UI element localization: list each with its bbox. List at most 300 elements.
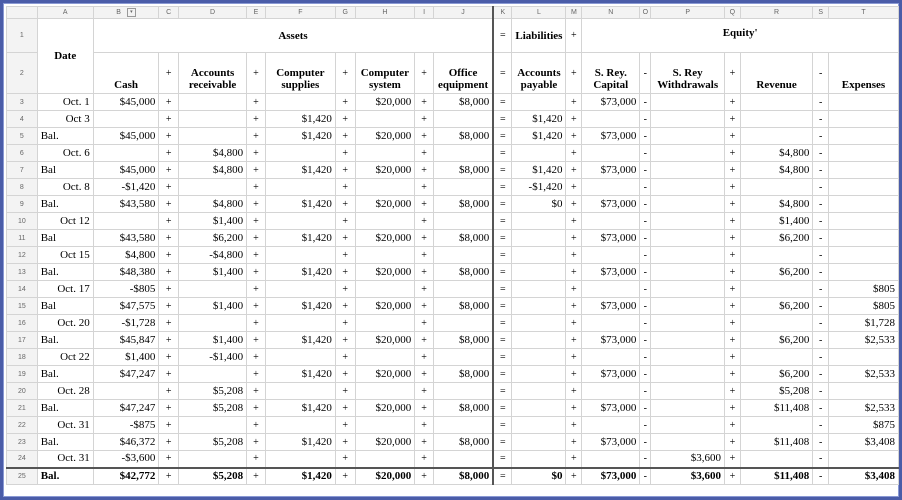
accounts-payable-cell[interactable] xyxy=(512,281,566,298)
expenses-cell[interactable] xyxy=(829,145,899,162)
minus-cell[interactable]: - xyxy=(813,213,829,230)
plus-cell[interactable]: + xyxy=(335,179,355,196)
computer-system-cell[interactable] xyxy=(355,315,415,332)
computer-system-cell[interactable]: $20,000 xyxy=(355,162,415,179)
accounts-receivable-cell[interactable] xyxy=(178,451,246,468)
capital-cell[interactable] xyxy=(582,145,640,162)
withdrawals-cell[interactable] xyxy=(651,349,725,366)
plus-cell[interactable]: + xyxy=(159,162,179,179)
equals-cell[interactable]: = xyxy=(493,247,512,264)
minus-cell[interactable]: - xyxy=(640,298,651,315)
computer-system-cell[interactable]: $20,000 xyxy=(355,94,415,111)
minus-cell[interactable]: - xyxy=(813,247,829,264)
revenue-cell[interactable] xyxy=(740,94,813,111)
office-equipment-cell[interactable]: $8,000 xyxy=(433,366,493,383)
plus-cell[interactable]: + xyxy=(724,162,740,179)
plus-cell[interactable]: + xyxy=(566,434,582,451)
office-equipment-cell[interactable]: $8,000 xyxy=(433,468,493,485)
minus-cell[interactable]: - xyxy=(813,196,829,213)
office-equipment-cell[interactable]: $8,000 xyxy=(433,264,493,281)
minus-cell[interactable]: - xyxy=(813,281,829,298)
minus-cell[interactable]: - xyxy=(640,332,651,349)
accounts-receivable-cell[interactable] xyxy=(178,417,246,434)
row-number[interactable]: 1 xyxy=(7,19,38,53)
accounts-payable-cell[interactable] xyxy=(512,264,566,281)
computer-system-cell[interactable] xyxy=(355,417,415,434)
plus-cell[interactable]: + xyxy=(724,213,740,230)
cash-cell[interactable]: $45,000 xyxy=(93,94,159,111)
equals-cell[interactable]: = xyxy=(493,400,512,417)
plus-cell[interactable]: + xyxy=(724,264,740,281)
plus-cell[interactable]: + xyxy=(415,383,434,400)
plus-cell[interactable]: + xyxy=(415,128,434,145)
column-header-t[interactable]: T xyxy=(829,7,899,19)
plus-cell[interactable]: + xyxy=(159,298,179,315)
withdrawals-cell[interactable] xyxy=(651,281,725,298)
plus-cell[interactable]: + xyxy=(335,281,355,298)
plus-cell[interactable]: + xyxy=(566,332,582,349)
withdrawals-cell[interactable]: $3,600 xyxy=(651,468,725,485)
plus-cell[interactable]: + xyxy=(566,213,582,230)
capital-cell[interactable] xyxy=(582,383,640,400)
column-header-a[interactable]: A xyxy=(37,7,93,19)
equals-cell[interactable]: = xyxy=(493,349,512,366)
plus-cell[interactable]: + xyxy=(566,128,582,145)
plus-cell[interactable]: + xyxy=(335,332,355,349)
equals-cell[interactable]: = xyxy=(493,468,512,485)
office-equipment-cell[interactable] xyxy=(433,281,493,298)
plus-cell[interactable]: + xyxy=(247,417,266,434)
plus-cell[interactable]: + xyxy=(247,383,266,400)
computer-supplies-cell[interactable]: $1,420 xyxy=(265,468,335,485)
accounts-receivable-cell[interactable]: $1,400 xyxy=(178,332,246,349)
accounts-receivable-cell[interactable] xyxy=(178,128,246,145)
plus-cell[interactable]: + xyxy=(415,298,434,315)
expenses-cell[interactable] xyxy=(829,179,899,196)
plus-cell[interactable]: + xyxy=(335,468,355,485)
minus-cell[interactable]: - xyxy=(640,315,651,332)
column-header-f[interactable]: F xyxy=(265,7,335,19)
row-number[interactable]: 18 xyxy=(7,349,38,366)
date-cell[interactable]: Bal. xyxy=(37,468,93,485)
plus-cell[interactable]: + xyxy=(566,196,582,213)
cash-cell[interactable]: $45,000 xyxy=(93,162,159,179)
accounts-payable-cell[interactable] xyxy=(512,298,566,315)
accounts-receivable-cell[interactable]: $5,208 xyxy=(178,434,246,451)
computer-system-cell[interactable]: $20,000 xyxy=(355,264,415,281)
column-header-l[interactable]: L xyxy=(512,7,566,19)
minus-cell[interactable]: - xyxy=(640,111,651,128)
revenue-cell[interactable] xyxy=(740,111,813,128)
office-equipment-cell[interactable]: $8,000 xyxy=(433,434,493,451)
cash-cell[interactable] xyxy=(93,145,159,162)
accounts-receivable-cell[interactable] xyxy=(178,111,246,128)
capital-cell[interactable] xyxy=(582,451,640,468)
plus-cell[interactable]: + xyxy=(247,213,266,230)
plus-cell[interactable]: + xyxy=(724,247,740,264)
plus-cell[interactable]: + xyxy=(724,332,740,349)
plus-cell[interactable]: + xyxy=(415,111,434,128)
computer-supplies-cell[interactable]: $1,420 xyxy=(265,230,335,247)
capital-cell[interactable] xyxy=(582,315,640,332)
plus-cell[interactable]: + xyxy=(566,247,582,264)
revenue-cell[interactable]: $6,200 xyxy=(740,366,813,383)
minus-cell[interactable]: - xyxy=(640,162,651,179)
expenses-cell[interactable] xyxy=(829,383,899,400)
revenue-cell[interactable]: $1,400 xyxy=(740,213,813,230)
capital-cell[interactable] xyxy=(582,349,640,366)
office-equipment-cell[interactable]: $8,000 xyxy=(433,400,493,417)
computer-supplies-cell[interactable] xyxy=(265,451,335,468)
column-header-q[interactable]: Q xyxy=(724,7,740,19)
row-number[interactable]: 16 xyxy=(7,315,38,332)
date-cell[interactable]: Oct 3 xyxy=(37,111,93,128)
column-header-k[interactable]: K xyxy=(493,7,512,19)
withdrawals-cell[interactable] xyxy=(651,162,725,179)
computer-system-cell[interactable] xyxy=(355,247,415,264)
plus-header-cell[interactable]: + xyxy=(566,19,582,53)
accounts-receivable-cell[interactable] xyxy=(178,94,246,111)
accounts-payable-cell[interactable]: $1,420 xyxy=(512,128,566,145)
plus-cell[interactable]: + xyxy=(247,94,266,111)
column-header-c[interactable]: C xyxy=(159,7,179,19)
expenses-cell[interactable]: $805 xyxy=(829,281,899,298)
minus-cell[interactable]: - xyxy=(640,451,651,468)
expenses-cell[interactable] xyxy=(829,94,899,111)
equals-header-cell[interactable]: = xyxy=(493,19,512,53)
computer-system-cell[interactable] xyxy=(355,213,415,230)
row-number[interactable]: 19 xyxy=(7,366,38,383)
expenses-cell[interactable] xyxy=(829,213,899,230)
minus-cell[interactable]: - xyxy=(640,230,651,247)
expenses-cell[interactable] xyxy=(829,196,899,213)
office-equipment-cell[interactable]: $8,000 xyxy=(433,94,493,111)
computer-supplies-cell[interactable] xyxy=(265,179,335,196)
accounts-receivable-cell[interactable] xyxy=(178,366,246,383)
column-header-r[interactable]: R xyxy=(740,7,813,19)
plus-cell[interactable]: + xyxy=(724,298,740,315)
equals-cell[interactable]: = xyxy=(493,315,512,332)
plus-cell[interactable]: + xyxy=(415,349,434,366)
equals-cell[interactable]: = xyxy=(493,230,512,247)
office-equipment-cell[interactable] xyxy=(433,349,493,366)
computer-supplies-cell[interactable] xyxy=(265,417,335,434)
plus-cell[interactable]: + xyxy=(247,468,266,485)
minus-cell[interactable]: - xyxy=(640,94,651,111)
accounts-receivable-cell[interactable]: $5,208 xyxy=(178,468,246,485)
computer-system-cell[interactable] xyxy=(355,145,415,162)
computer-supplies-cell[interactable] xyxy=(265,213,335,230)
computer-system-cell[interactable]: $20,000 xyxy=(355,230,415,247)
computer-system-cell[interactable]: $20,000 xyxy=(355,128,415,145)
plus-cell[interactable]: + xyxy=(415,264,434,281)
accounts-receivable-cell[interactable]: $5,208 xyxy=(178,400,246,417)
computer-system-cell[interactable]: $20,000 xyxy=(355,196,415,213)
plus-cell[interactable]: + xyxy=(159,53,179,94)
office-equipment-cell[interactable] xyxy=(433,213,493,230)
capital-cell[interactable]: $73,000 xyxy=(582,196,640,213)
revenue-cell[interactable]: $11,408 xyxy=(740,434,813,451)
minus-cell[interactable]: - xyxy=(640,196,651,213)
plus-cell[interactable]: + xyxy=(566,451,582,468)
capital-cell[interactable]: $73,000 xyxy=(582,400,640,417)
minus-cell[interactable]: - xyxy=(813,53,829,94)
plus-cell[interactable]: + xyxy=(415,162,434,179)
minus-cell[interactable]: - xyxy=(640,468,651,485)
expenses-cell[interactable]: $3,408 xyxy=(829,434,899,451)
withdrawals-cell[interactable]: $3,600 xyxy=(651,451,725,468)
accounts-payable-cell[interactable] xyxy=(512,383,566,400)
expenses-cell[interactable]: $805 xyxy=(829,298,899,315)
expenses-cell[interactable] xyxy=(829,111,899,128)
computer-supplies-cell[interactable]: $1,420 xyxy=(265,298,335,315)
accounts-receivable-cell[interactable]: $4,800 xyxy=(178,145,246,162)
cash-cell[interactable]: -$1,420 xyxy=(93,179,159,196)
date-cell[interactable]: Oct. 28 xyxy=(37,383,93,400)
revenue-header[interactable]: Revenue xyxy=(740,53,813,94)
plus-cell[interactable]: + xyxy=(566,417,582,434)
accounts-payable-cell[interactable] xyxy=(512,94,566,111)
expenses-cell[interactable] xyxy=(829,230,899,247)
capital-cell[interactable] xyxy=(582,111,640,128)
expenses-cell[interactable]: $875 xyxy=(829,417,899,434)
expenses-header[interactable]: Expenses xyxy=(829,53,899,94)
date-cell[interactable]: Oct 12 xyxy=(37,213,93,230)
capital-cell[interactable]: $73,000 xyxy=(582,332,640,349)
office-equipment-cell[interactable]: $8,000 xyxy=(433,128,493,145)
plus-cell[interactable]: + xyxy=(566,298,582,315)
cash-cell[interactable]: $1,400 xyxy=(93,349,159,366)
plus-cell[interactable]: + xyxy=(566,281,582,298)
accounts-receivable-cell[interactable]: -$4,800 xyxy=(178,247,246,264)
plus-cell[interactable]: + xyxy=(415,451,434,468)
computer-supplies-cell[interactable]: $1,420 xyxy=(265,128,335,145)
plus-cell[interactable]: + xyxy=(335,383,355,400)
equals-cell[interactable]: = xyxy=(493,451,512,468)
cash-cell[interactable]: $45,847 xyxy=(93,332,159,349)
plus-cell[interactable]: + xyxy=(247,298,266,315)
plus-cell[interactable]: + xyxy=(247,366,266,383)
revenue-cell[interactable]: $6,200 xyxy=(740,264,813,281)
withdrawals-cell[interactable] xyxy=(651,298,725,315)
computer-supplies-cell[interactable]: $1,420 xyxy=(265,162,335,179)
date-cell[interactable]: Oct. 20 xyxy=(37,315,93,332)
plus-cell[interactable]: + xyxy=(415,94,434,111)
computer-system-cell[interactable] xyxy=(355,451,415,468)
equals-cell[interactable]: = xyxy=(493,417,512,434)
computer-system-cell[interactable] xyxy=(355,179,415,196)
row-number[interactable]: 21 xyxy=(7,400,38,417)
equals-cell[interactable]: = xyxy=(493,281,512,298)
minus-cell[interactable]: - xyxy=(640,400,651,417)
minus-cell[interactable]: - xyxy=(813,434,829,451)
minus-cell[interactable]: - xyxy=(640,128,651,145)
equals-cell[interactable]: = xyxy=(493,162,512,179)
minus-cell[interactable]: - xyxy=(813,349,829,366)
plus-cell[interactable]: + xyxy=(566,264,582,281)
capital-cell[interactable]: $73,000 xyxy=(582,230,640,247)
revenue-cell[interactable]: $6,200 xyxy=(740,230,813,247)
plus-cell[interactable]: + xyxy=(415,179,434,196)
equals-cell[interactable]: = xyxy=(493,53,512,94)
withdrawals-cell[interactable] xyxy=(651,128,725,145)
accounts-receivable-cell[interactable] xyxy=(178,315,246,332)
date-cell[interactable]: Oct. 1 xyxy=(37,94,93,111)
expenses-cell[interactable] xyxy=(829,264,899,281)
date-cell[interactable]: Oct. 17 xyxy=(37,281,93,298)
row-number[interactable]: 9 xyxy=(7,196,38,213)
plus-cell[interactable]: + xyxy=(566,145,582,162)
date-cell[interactable]: Oct. 31 xyxy=(37,451,93,468)
plus-cell[interactable]: + xyxy=(566,94,582,111)
select-all-corner[interactable] xyxy=(7,7,38,19)
withdrawals-cell[interactable] xyxy=(651,332,725,349)
plus-cell[interactable]: + xyxy=(724,111,740,128)
expenses-cell[interactable]: $3,408 xyxy=(829,468,899,485)
office-equipment-cell[interactable] xyxy=(433,383,493,400)
plus-cell[interactable]: + xyxy=(247,53,266,94)
plus-cell[interactable]: + xyxy=(159,400,179,417)
equals-cell[interactable]: = xyxy=(493,264,512,281)
date-cell[interactable]: Bal. xyxy=(37,332,93,349)
plus-cell[interactable]: + xyxy=(335,451,355,468)
liabilities-header[interactable]: Liabilities xyxy=(512,19,566,53)
plus-cell[interactable]: + xyxy=(566,400,582,417)
plus-cell[interactable]: + xyxy=(335,417,355,434)
plus-cell[interactable]: + xyxy=(159,468,179,485)
cash-cell[interactable]: -$1,728 xyxy=(93,315,159,332)
accounts-payable-cell[interactable] xyxy=(512,451,566,468)
minus-cell[interactable]: - xyxy=(813,179,829,196)
row-number[interactable]: 17 xyxy=(7,332,38,349)
plus-cell[interactable]: + xyxy=(335,111,355,128)
accounts-receivable-cell[interactable]: $4,800 xyxy=(178,196,246,213)
revenue-cell[interactable]: $6,200 xyxy=(740,298,813,315)
accounts-payable-cell[interactable] xyxy=(512,332,566,349)
accounts-receivable-cell[interactable]: $5,208 xyxy=(178,383,246,400)
office-equipment-cell[interactable] xyxy=(433,145,493,162)
equals-cell[interactable]: = xyxy=(493,179,512,196)
row-number[interactable]: 22 xyxy=(7,417,38,434)
equals-cell[interactable]: = xyxy=(493,145,512,162)
date-header[interactable]: Date xyxy=(37,19,93,94)
computer-system-cell[interactable] xyxy=(355,111,415,128)
minus-cell[interactable]: - xyxy=(813,162,829,179)
expenses-cell[interactable] xyxy=(829,451,899,468)
withdrawals-cell[interactable] xyxy=(651,94,725,111)
revenue-cell[interactable]: $11,408 xyxy=(740,400,813,417)
plus-cell[interactable]: + xyxy=(159,111,179,128)
plus-cell[interactable]: + xyxy=(159,196,179,213)
withdrawals-cell[interactable] xyxy=(651,230,725,247)
accounts-payable-cell[interactable]: $1,420 xyxy=(512,162,566,179)
plus-cell[interactable]: + xyxy=(247,145,266,162)
row-number[interactable]: 25 xyxy=(7,468,38,485)
withdrawals-cell[interactable] xyxy=(651,383,725,400)
computer-supplies-cell[interactable] xyxy=(265,315,335,332)
plus-cell[interactable]: + xyxy=(335,128,355,145)
row-number[interactable]: 14 xyxy=(7,281,38,298)
date-cell[interactable]: Bal. xyxy=(37,434,93,451)
row-number[interactable]: 2 xyxy=(7,53,38,94)
minus-cell[interactable]: - xyxy=(640,417,651,434)
plus-cell[interactable]: + xyxy=(724,94,740,111)
office-equipment-cell[interactable]: $8,000 xyxy=(433,196,493,213)
plus-cell[interactable]: + xyxy=(159,417,179,434)
plus-cell[interactable]: + xyxy=(415,53,434,94)
row-number[interactable]: 12 xyxy=(7,247,38,264)
minus-cell[interactable]: - xyxy=(640,383,651,400)
capital-cell[interactable]: $73,000 xyxy=(582,264,640,281)
minus-cell[interactable]: - xyxy=(640,434,651,451)
computer-system-cell[interactable] xyxy=(355,383,415,400)
withdrawals-cell[interactable] xyxy=(651,111,725,128)
plus-cell[interactable]: + xyxy=(335,366,355,383)
minus-cell[interactable]: - xyxy=(640,53,651,94)
plus-cell[interactable]: + xyxy=(566,349,582,366)
plus-cell[interactable]: + xyxy=(159,332,179,349)
minus-cell[interactable]: - xyxy=(813,400,829,417)
plus-cell[interactable]: + xyxy=(335,349,355,366)
computer-system-cell[interactable]: $20,000 xyxy=(355,434,415,451)
accounts-payable-cell[interactable] xyxy=(512,315,566,332)
revenue-cell[interactable] xyxy=(740,179,813,196)
accounts-payable-header[interactable]: Accounts payable xyxy=(512,53,566,94)
equals-cell[interactable]: = xyxy=(493,196,512,213)
plus-cell[interactable]: + xyxy=(247,434,266,451)
minus-cell[interactable]: - xyxy=(640,145,651,162)
date-cell[interactable]: Oct 15 xyxy=(37,247,93,264)
office-equipment-cell[interactable]: $8,000 xyxy=(433,230,493,247)
plus-cell[interactable]: + xyxy=(247,349,266,366)
equals-cell[interactable]: = xyxy=(493,94,512,111)
withdrawals-cell[interactable] xyxy=(651,264,725,281)
expenses-cell[interactable]: $2,533 xyxy=(829,366,899,383)
plus-cell[interactable]: + xyxy=(335,434,355,451)
plus-cell[interactable]: + xyxy=(415,332,434,349)
plus-cell[interactable]: + xyxy=(566,315,582,332)
capital-cell[interactable] xyxy=(582,417,640,434)
cash-cell[interactable] xyxy=(93,383,159,400)
accounts-payable-cell[interactable] xyxy=(512,230,566,247)
office-equipment-cell[interactable] xyxy=(433,111,493,128)
capital-cell[interactable] xyxy=(582,179,640,196)
equity-header[interactable]: Equity' xyxy=(582,19,899,53)
office-equipment-cell[interactable]: $8,000 xyxy=(433,162,493,179)
equals-cell[interactable]: = xyxy=(493,298,512,315)
minus-cell[interactable]: - xyxy=(813,94,829,111)
minus-cell[interactable]: - xyxy=(640,213,651,230)
withdrawals-cell[interactable] xyxy=(651,213,725,230)
withdrawals-cell[interactable] xyxy=(651,366,725,383)
date-cell[interactable]: Bal. xyxy=(37,128,93,145)
plus-cell[interactable]: + xyxy=(335,298,355,315)
accounts-payable-cell[interactable]: $1,420 xyxy=(512,111,566,128)
capital-cell[interactable] xyxy=(582,213,640,230)
cash-cell[interactable]: $47,575 xyxy=(93,298,159,315)
plus-cell[interactable]: + xyxy=(247,111,266,128)
computer-system-cell[interactable]: $20,000 xyxy=(355,298,415,315)
cash-cell[interactable]: $45,000 xyxy=(93,128,159,145)
plus-cell[interactable]: + xyxy=(724,230,740,247)
plus-cell[interactable]: + xyxy=(159,349,179,366)
computer-supplies-cell[interactable] xyxy=(265,145,335,162)
cash-cell[interactable]: -$875 xyxy=(93,417,159,434)
revenue-cell[interactable] xyxy=(740,315,813,332)
row-number[interactable]: 5 xyxy=(7,128,38,145)
column-header-j[interactable]: J xyxy=(433,7,493,19)
row-number[interactable]: 23 xyxy=(7,434,38,451)
